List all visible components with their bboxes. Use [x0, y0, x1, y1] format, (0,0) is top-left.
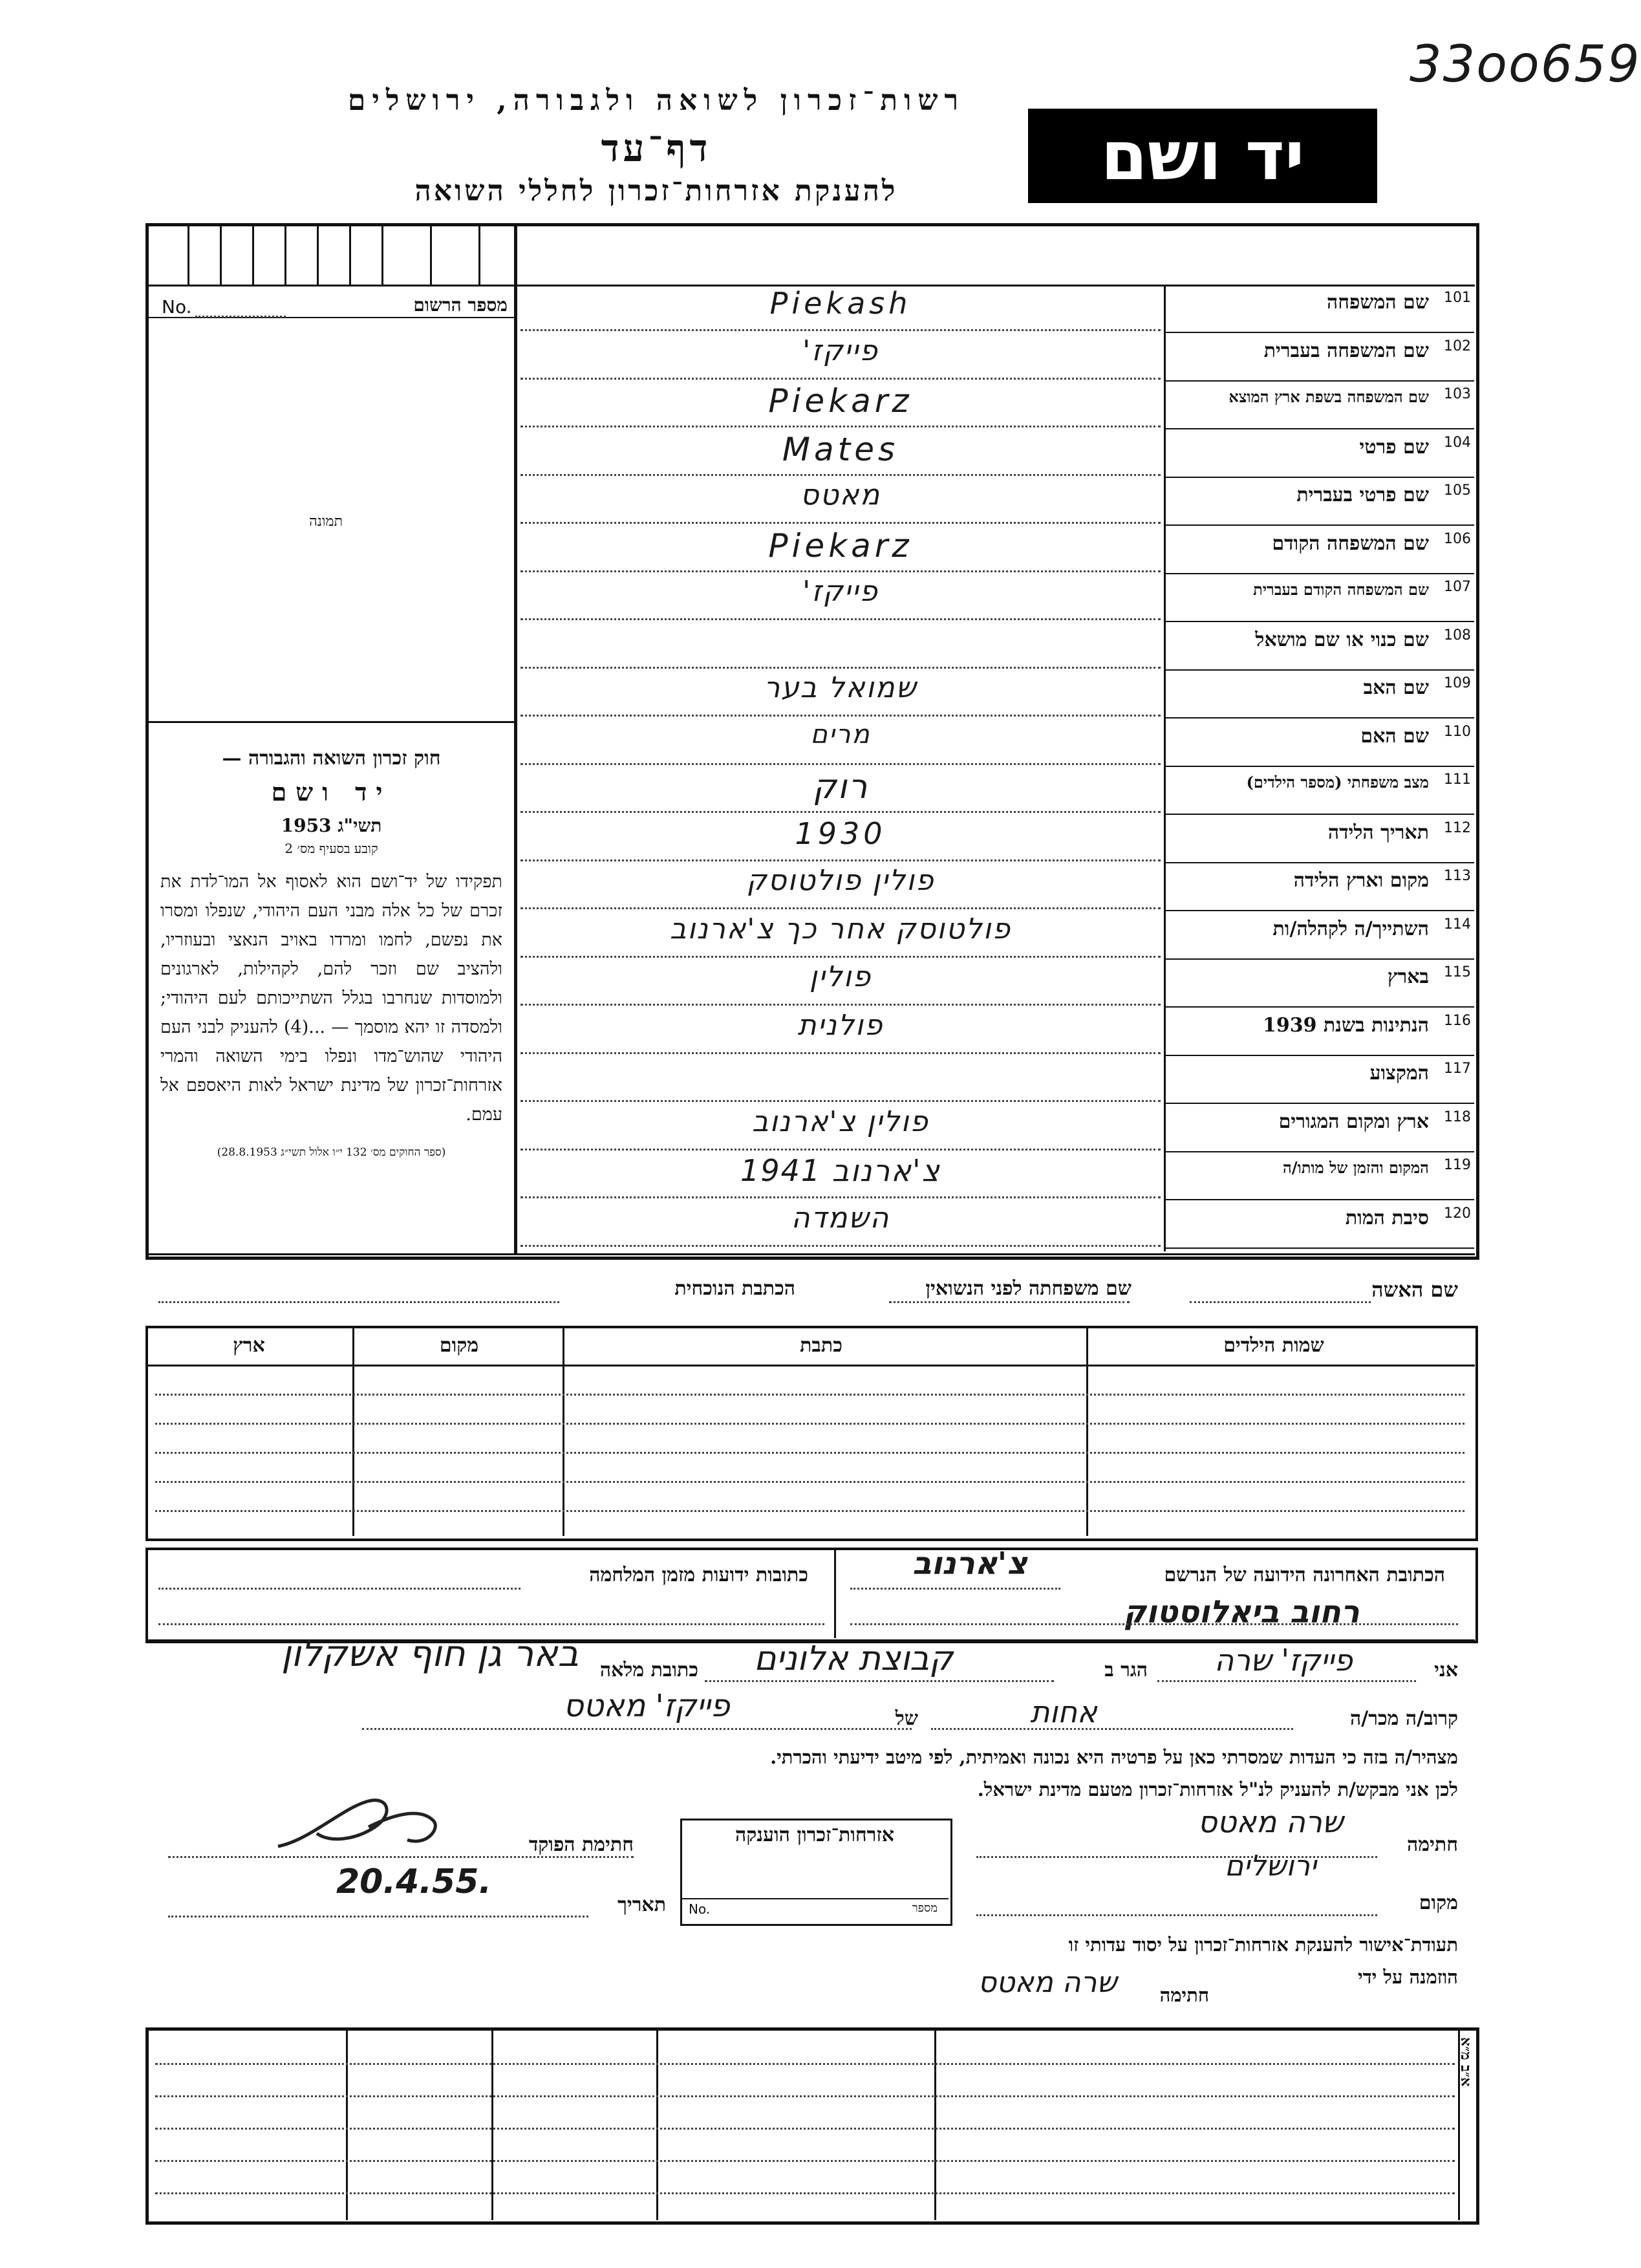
footer-code: א״ב מ״א [1457, 2037, 1474, 2087]
field-value: 1930 [795, 816, 886, 851]
law-box [155, 747, 508, 1159]
registration-no-label: No. [162, 296, 192, 318]
field-value: Piekarz [768, 527, 913, 565]
field-number: 111 [1444, 772, 1471, 788]
citizenship-no-label: No. [689, 1901, 711, 1917]
field-value: שמואל בער [764, 671, 917, 704]
place-value: ירושלים [1225, 1850, 1316, 1883]
field-label: המקצוע [1369, 1062, 1429, 1085]
field-value: רוק [812, 768, 869, 806]
date-value: 20.4.55. [336, 1863, 492, 1901]
field-value: פולין פולטוסק [746, 864, 935, 897]
field-label: שם המשפחה בשפת ארץ המוצא [1228, 387, 1429, 406]
citizenship-box-title: אזרחות־זכרון הוענקה [735, 1824, 895, 1846]
children-header-place: מקום [439, 1334, 479, 1357]
field-value: Mates [782, 431, 899, 468]
field-label: שם האם [1360, 725, 1429, 748]
field-label: שם פרטי [1359, 436, 1429, 459]
field-value: פולנית [797, 1009, 884, 1042]
declaration-line-2: לכן אני מבקש/ת להעניק לנ"ל אזרחות־זכרון מטעם מדינת ישראל. [977, 1778, 1458, 1800]
last-known-address-value: צ'ארנוב [912, 1546, 1027, 1582]
full-address-label: כתובת מלאה [599, 1659, 698, 1681]
field-number: 102 [1444, 338, 1471, 354]
field-label: שם פרטי בעברית [1296, 484, 1429, 506]
field-label: שם המשפחה [1326, 291, 1429, 314]
field-number: 107 [1444, 579, 1471, 595]
field-number: 115 [1444, 964, 1471, 980]
field-number: 104 [1444, 435, 1471, 451]
last-known-address-street: רחוב ביאלוסטוק [1123, 1594, 1360, 1630]
field-number: 106 [1444, 531, 1471, 547]
field-number: 113 [1444, 868, 1471, 884]
field-label: הנתינות בשנת 1939 [1262, 1014, 1429, 1037]
field-number: 108 [1444, 627, 1471, 643]
field-number: 114 [1444, 916, 1471, 933]
field-value: Piekarz [768, 382, 913, 420]
field-label: שם המשפחה הקודם בעברית [1253, 580, 1429, 599]
officer-signature [272, 1788, 459, 1859]
of-label: של [895, 1707, 918, 1730]
declaration-line-1: מצהיר/ה בזה כי העדות שמסרתי כאן על פרטיה היא נכונה ואמיתית, לפי מיטב ידיעתי והכרתי. [770, 1746, 1458, 1768]
field-label: השתייך/ה לקהלה/ות [1272, 918, 1429, 940]
law-year: תשי"ג 1953 [281, 815, 382, 836]
declarant-i-label: אני [1434, 1659, 1458, 1681]
certificate-line-2: הוזמנה על ידי [1358, 1966, 1458, 1988]
field-value: השמדה [791, 1202, 890, 1235]
authority-line: רשות־זכרון לשואה ולגבורה, ירושלים [347, 84, 965, 117]
certificate-line-1: תעודת־אישור להענקת אזרחות־זכרון על יסוד עדותי זו [1068, 1934, 1458, 1956]
form-title: דף־עד [601, 126, 712, 170]
field-label: שם כנוי או שם מושאל [1255, 629, 1429, 651]
relation-label: קרוב/ה מכר/ה [1350, 1707, 1458, 1730]
field-number: 105 [1444, 482, 1471, 499]
date-label: תאריך [617, 1894, 666, 1916]
field-label: מצב משפחתי (מספר הילדים) [1246, 773, 1429, 792]
law-footnote: (ספר החוקים מס׳ 132 י״ו אלול תשי״ג 28.8.1953) [217, 1146, 446, 1159]
field-number: 103 [1444, 386, 1471, 402]
children-header-names: שמות הילדים [1223, 1334, 1324, 1357]
field-label: תאריך הלידה [1327, 821, 1429, 844]
resides-label: הגר ב [1104, 1659, 1148, 1681]
citizenship-number-label: מספר [912, 1901, 938, 1915]
registration-label: מספר הרשום [413, 294, 508, 316]
field-number: 117 [1444, 1061, 1471, 1077]
field-label: סיבת המות [1345, 1207, 1429, 1229]
children-header-country: ארץ [233, 1334, 265, 1357]
field-number: 110 [1444, 724, 1471, 740]
full-address-value: באר גן חוף אשקלון [281, 1633, 579, 1675]
field-value: פולין [809, 960, 872, 993]
field-number: 101 [1444, 290, 1471, 306]
field-value: מרים [810, 720, 871, 750]
photo-label: תמונה [309, 513, 343, 530]
field-label: ארץ ומקום המגורים [1278, 1110, 1429, 1133]
yad-vashem-logo: יד ושם [1028, 109, 1377, 203]
signature-label: חתימה [1407, 1833, 1458, 1856]
relation-value: אחות [1030, 1694, 1097, 1729]
officer-signature-label: חתימת הפוקד [528, 1833, 634, 1856]
officer-signature-scribble [272, 1788, 459, 1859]
last-known-address-label: הכתובת האחרונה הידועה של הנרשם [1164, 1564, 1445, 1586]
certificate-signature: שרה מאטס [978, 1966, 1117, 1999]
place-label: מקום [1419, 1892, 1458, 1914]
children-header-address: כתבת [800, 1334, 842, 1357]
field-value: Piekash [769, 286, 912, 321]
current-address-label: הכתבת הנוכחית [674, 1277, 795, 1300]
field-label: מקום וארץ הלידה [1293, 869, 1429, 892]
wife-label: שם האשה [1371, 1277, 1458, 1302]
field-number: 109 [1444, 675, 1471, 691]
field-value: צ'ארנוב 1941 [740, 1153, 941, 1188]
field-label: המקום והזמן של מותו/ה [1283, 1158, 1429, 1177]
law-name: יד ושם [271, 777, 392, 806]
declarant-name: פייקז' שרה [1214, 1643, 1353, 1678]
maiden-name-label: שם משפחתה לפני הנשואין [925, 1277, 1132, 1300]
of-value: פייקז' מאטס [563, 1688, 730, 1724]
field-label: שם האב [1363, 676, 1429, 699]
field-value: פולין צ'ארנוב [752, 1105, 929, 1138]
children-table [145, 1326, 1478, 1541]
declarant-signature: שרה מאטס [1197, 1804, 1344, 1839]
form-subtitle: להענקת אזרחות־זכרון לחללי השואה [414, 175, 898, 208]
law-title: חוק זכרון השואה והגבורה — [222, 747, 441, 770]
field-value: פייקז' [802, 575, 879, 608]
field-number: 120 [1444, 1205, 1471, 1222]
field-number: 112 [1444, 820, 1471, 836]
law-body: תפקידו של יד־ושם הוא לאסוף אל המו־לדת את זכרם של כל אלה מבני העם היהודי, שנפלו ומסרו את נפשם, לחמו ומרדו באויב הנאצי ובעוזריו, ולהציב שם וזכר להם, לקהילות, לארגונים ולמוסדות שנחרבו בגלל השתייכותם לעם היהודי; ולמסדה זו יהא מוסמך — ...(4) להעניק לבני העם היהודי שהוש־מדו ונפלו בימי השואה והמרי אזרחות־זכרון של מדינת ישראל לאות היאספם אל עמם. [160, 872, 502, 1125]
law-clause: קובע בסעיף מס׳ 2 [284, 841, 378, 856]
archive-stamp-number: 33oo659 [1410, 36, 1641, 94]
resides-value: קבוצת אלונים [753, 1639, 954, 1678]
wartime-addresses-label: כתובות ידועות מזמן המלחמה [589, 1564, 808, 1586]
field-value: מאטס [800, 479, 881, 512]
field-label: בארץ [1387, 966, 1429, 988]
field-number: 118 [1444, 1109, 1471, 1125]
field-number: 119 [1444, 1157, 1471, 1173]
field-label: שם המשפחה בעברית [1263, 340, 1429, 362]
field-value: פולטוסק אחר כך צ'ארנוב [669, 913, 1012, 945]
field-number: 116 [1444, 1013, 1471, 1029]
field-label: שם המשפחה הקודם [1272, 532, 1429, 555]
certificate-signature-label: חתימה [1159, 1984, 1209, 2006]
field-value: פייקז' [802, 334, 879, 367]
